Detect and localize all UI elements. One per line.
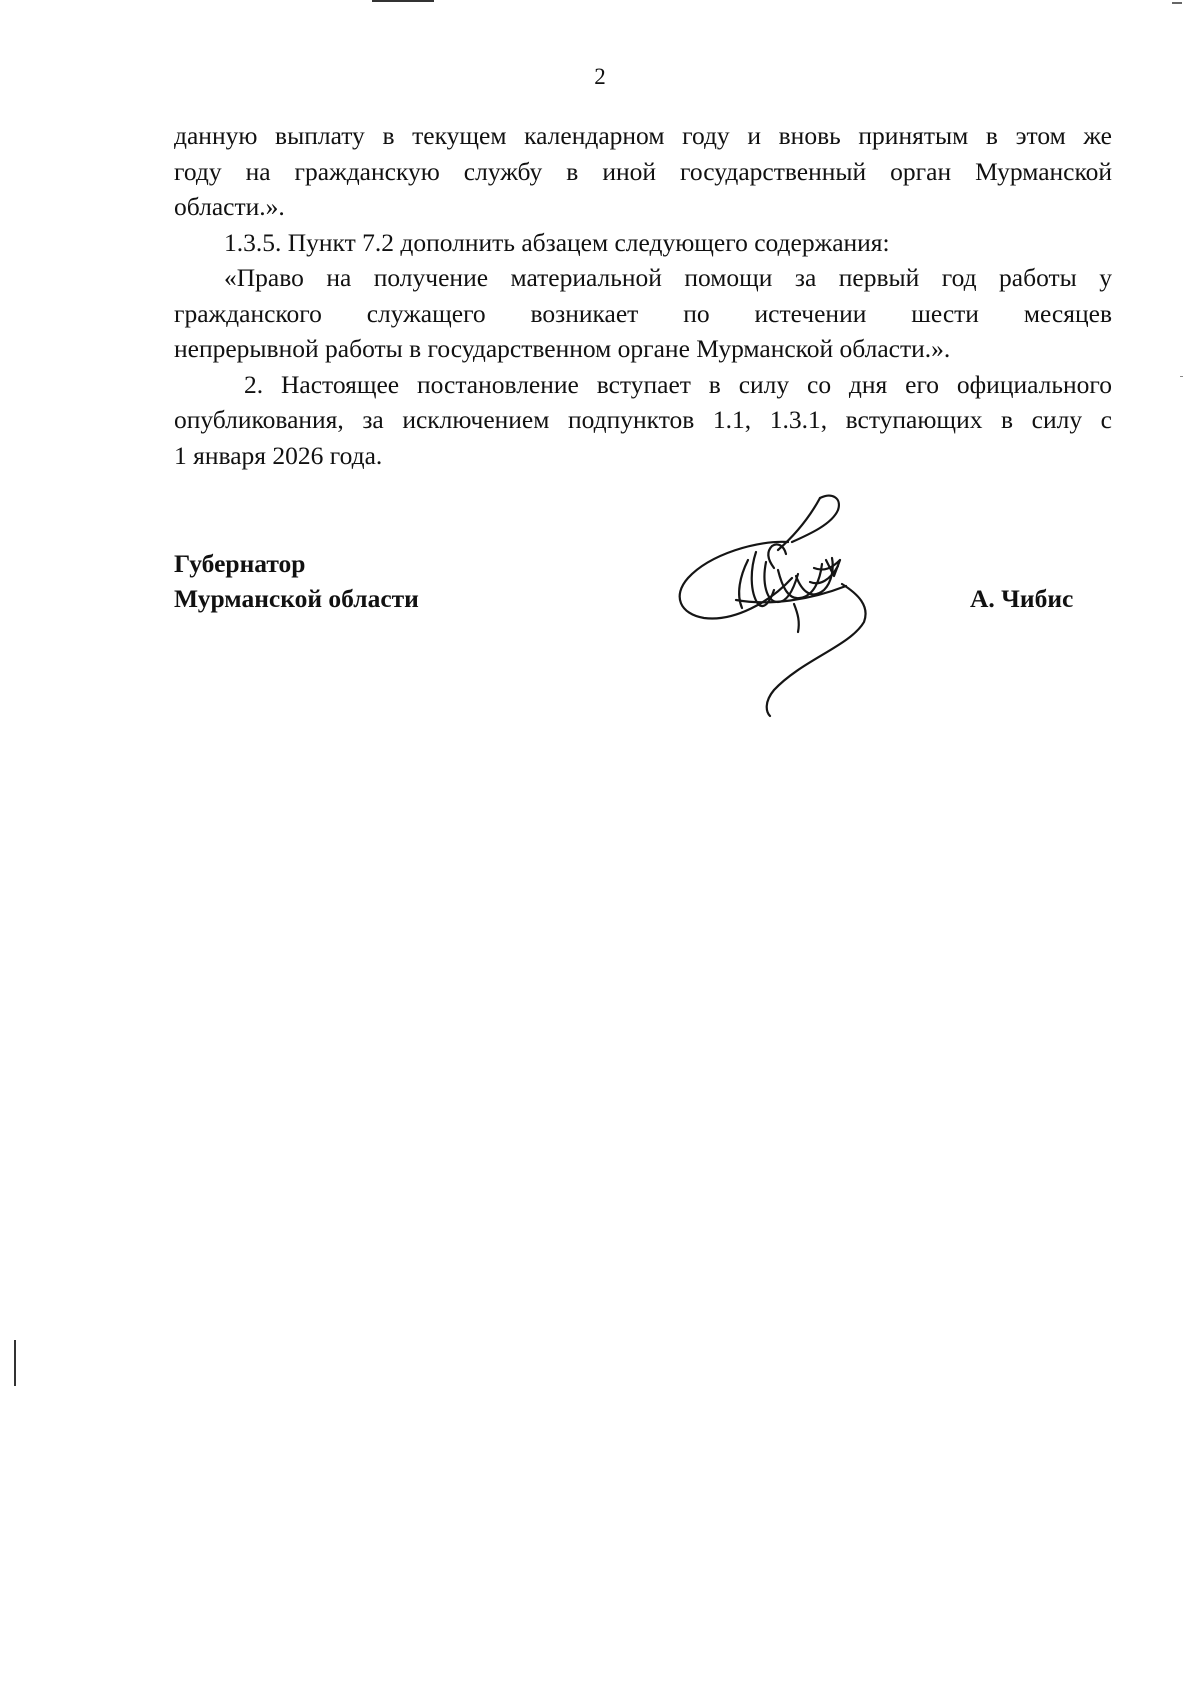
word: по <box>683 298 710 328</box>
paragraph-1-line-2: году на гражданскую службу в иной государственный орган Мурманской <box>174 156 1112 186</box>
paragraph-1-line-3: области.». <box>174 192 285 221</box>
paragraph-clause-1-3-5: 1.3.5. Пункт 7.2 дополнить абзацем следующего содержания: <box>224 227 890 257</box>
signatory-title-line-2: Мурманской области <box>174 584 419 613</box>
signatory-name: А. Чибис <box>970 584 1074 613</box>
scan-artifact-dot <box>1180 376 1183 377</box>
word: месяцев <box>1023 298 1112 328</box>
paragraph-1-line-1: данную выплату в текущем календарном году и вновь принятым в этом же <box>174 121 1112 150</box>
paragraph-2-line-1: 2. Настоящее постановление вступает в силу со дня его официального <box>244 369 1112 399</box>
handwritten-signature <box>670 490 940 720</box>
word: гражданского <box>174 298 322 328</box>
paragraph-quote-line-2 <box>174 296 1112 332</box>
paragraph-quote-line-1: «Право на получение материальной помощи за первый год работы у <box>224 263 1112 292</box>
word: истечении <box>754 298 867 328</box>
word: шести <box>911 298 979 328</box>
word: служащего <box>366 298 486 328</box>
word: возникает <box>530 298 639 328</box>
scan-artifact-top <box>372 0 434 2</box>
scan-artifact-corner <box>1172 2 1182 4</box>
document-body <box>174 118 1112 473</box>
paragraph-2-line-3: 1 января 2026 года. <box>174 440 383 470</box>
signatory-title <box>174 546 419 616</box>
paragraph-2-line-2: опубликования, за исключением подпунктов 1.1, 1.3.1, вступающих в силу с <box>174 405 1112 434</box>
signatory-title-line-1: Губернатор <box>174 549 306 578</box>
scan-artifact-left <box>14 1340 16 1386</box>
page-number: 2 <box>594 64 606 89</box>
paragraph-quote-line-3: непрерывной работы в государственном органе Мурманской области.». <box>174 334 951 363</box>
